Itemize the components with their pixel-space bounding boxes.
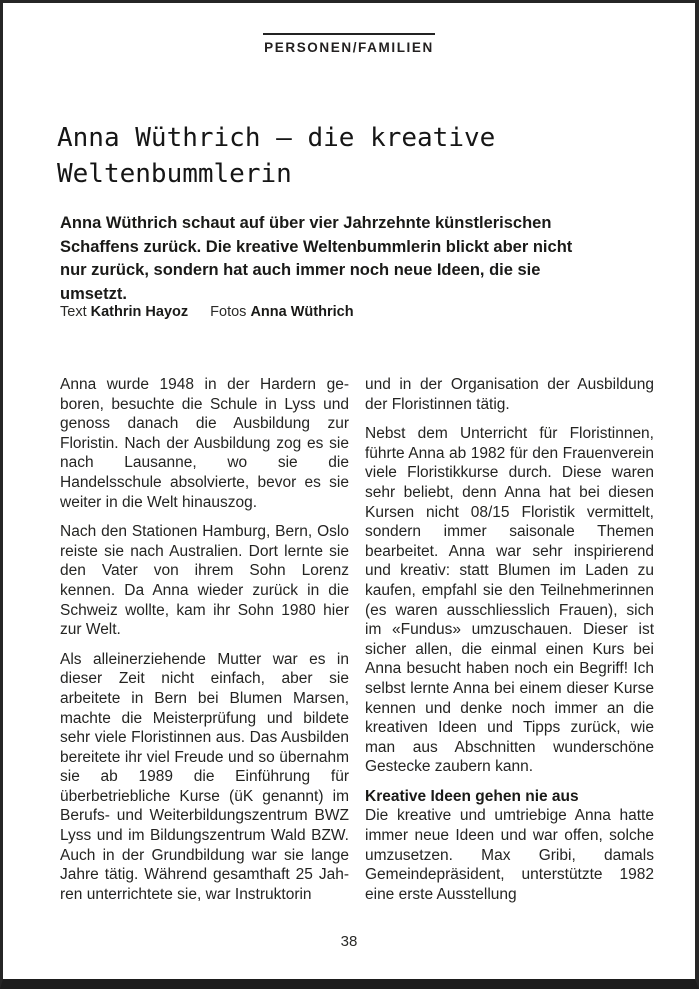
section-header [3,33,695,55]
page-number: 38 [340,933,358,950]
byline-text-label: Text [60,304,87,320]
header-rule [263,33,435,35]
section-label: PERSONEN/FAMILIEN [264,40,434,55]
byline [60,304,354,320]
subheading-kreative-ideen: Kreative Ideen gehen nie aus [365,787,579,805]
lead-paragraph: Anna Wüthrich schaut auf über vier Jahrzehnte künstlerischen Schaffens zurück. Die kreative Weltenbummlerin blickt aber nicht nur zurück, sondern hat auch immer noch neue Ideen, die sie umsetzt. [60,214,573,303]
article-title [57,120,495,192]
paragraph-ideas: Die kreative und umtriebige Anna hatte immer neue Ideen und war offen, solche umzusetzen. Max Gribi, damals Gemeindepräsident, unterstützte 1982 eine erste Ausstellung [365,807,654,903]
paragraph-travels: Nach den Stationen Hamburg, Bern, Oslo reiste sie nach Australien. Dort lernte sie den Vater von ihrem Sohn Lorenz kennen. Da Anna wieder zurück in die Schweiz wollte, kam ihr Sohn 1980 hier zur Welt. [60,523,349,639]
paragraph-career-continued: und in der Organisation der Ausbildung der Floristinnen tätig. [365,376,654,413]
byline-photos-author: Anna Wüthrich [250,304,354,320]
paragraph-career: Als alleinerziehende Mutter war es in dieser Zeit nicht einfach, aber sie arbeitete in Bern bei Blumen Marsen, machte die Meisterprüfung und bildete sehr viele Floristinnen aus. Das Ausbilden bereitete ihr viel Freude und so übernahm sie ab 1989 die Einführung für überbetriebliche Kurse (üK genannt) im Berufs- und Weiterbildungszentrum BWZ Lyss und im Bildungszentrum Wald BZW. Auch in der Grundbildung war sie lange Jahre tätig. Während gesamthaft 25 Jahren unterrichtete sie, war Instruktorin [60,650,349,903]
article-title-line1: Anna Wüthrich – die kreative [57,123,496,153]
column-left [60,375,349,904]
article-body [60,375,654,904]
byline-photos-label: Fotos [210,304,247,320]
column-right [365,375,654,904]
article-title-line2: Weltenbummlerin [57,159,292,189]
paragraph-birth-education: Anna wurde 1948 in der Hardern geboren, besuchte die Schule in Lyss und genoss danach die Ausbildung zur Floristin. Nach der Ausbildung zog es sie nach Lausanne, wo sie die Handelsschule absolvierte, bevor es sie weiter in die Welt hinauszog. [60,376,349,511]
byline-text-author: Kathrin Hayoz [90,304,189,320]
paragraph-courses: Nebst dem Unterricht für Floristinnen, führte Anna ab 1982 für den Frauenverein viele Floristikkurse durch. Diese waren sehr beliebt, denn Anna hat bei diesen Kursen nicht 08/15 Floristik vermittelt, sondern immer saisonale Themen bearbeitet. Anna war sehr inspirierend und kreativ: statt Blumen im Laden zu kaufen, empfahl sie den Teilnehmerinnen (es waren ausschliesslich Frauen), sich im «Fundus» umzuschauen. Dieser ist sicher allen, die einmal einen Kurs bei Anna besucht haben noch ein Begriff! Ich selbst lernte Anna bei einem dieser Kurse kennen und denke noch immer an die kreativen Ideen und Tipps zurück, wie man aus Abschnitten wunderschöne Gestecke zaubern kann. [365,425,654,776]
